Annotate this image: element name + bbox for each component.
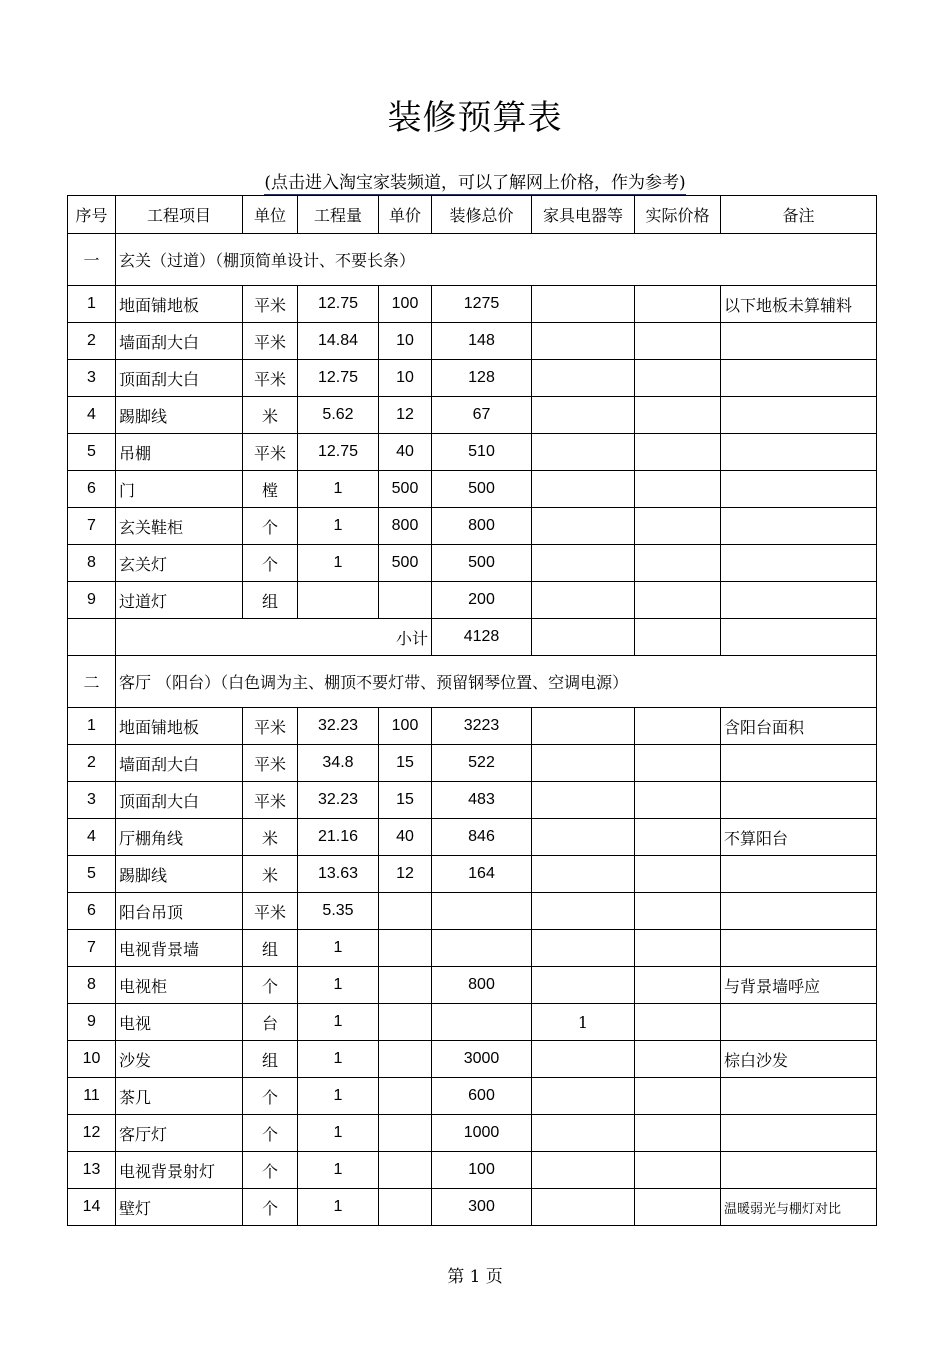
note: 不算阳台 [721,819,877,856]
unit-price: 100 [379,708,432,745]
table-row [68,893,877,930]
quantity: 1 [298,1078,379,1115]
unit: 平米 [243,360,298,397]
unit: 组 [243,582,298,619]
quantity: 1 [298,1115,379,1152]
note: 含阳台面积 [721,708,877,745]
quantity: 1 [298,930,379,967]
actual-price [635,1152,721,1189]
furniture-appliance [532,471,635,508]
total-price: 846 [432,819,532,856]
actual-price [635,286,721,323]
table-row [68,508,877,545]
total-price: 500 [432,545,532,582]
unit-price [379,1004,432,1041]
actual-price [635,819,721,856]
section-number: 一 [68,234,116,286]
note [721,434,877,471]
total-price: 200 [432,582,532,619]
subtotal-value: 4128 [432,619,532,656]
unit-price: 15 [379,745,432,782]
column-header: 单价 [379,196,432,234]
unit-price: 500 [379,471,432,508]
budget-table-body [68,196,877,1226]
item-name: 玄关灯 [116,545,243,582]
row-number: 14 [68,1189,116,1226]
actual-price [635,967,721,1004]
furniture-appliance: 1 [532,1004,635,1041]
unit: 个 [243,1115,298,1152]
quantity [298,582,379,619]
furniture-appliance [532,434,635,471]
table-row [68,360,877,397]
unit: 个 [243,545,298,582]
furniture-appliance [532,1115,635,1152]
unit-price: 12 [379,397,432,434]
row-number: 3 [68,782,116,819]
total-price: 67 [432,397,532,434]
subtotal-label: 小计 [116,619,432,656]
column-header: 单位 [243,196,298,234]
furniture-appliance [532,782,635,819]
actual-price [635,545,721,582]
furniture-appliance [532,397,635,434]
unit: 平米 [243,323,298,360]
item-name: 厅棚角线 [116,819,243,856]
row-number: 4 [68,397,116,434]
item-name: 过道灯 [116,582,243,619]
note [721,323,877,360]
quantity: 1 [298,1041,379,1078]
row-number: 6 [68,893,116,930]
subtotal-blank [68,619,116,656]
unit-price [379,1041,432,1078]
row-number: 7 [68,508,116,545]
row-number: 11 [68,1078,116,1115]
row-number: 9 [68,1004,116,1041]
row-number: 6 [68,471,116,508]
column-header: 装修总价 [432,196,532,234]
quantity: 1 [298,1152,379,1189]
subtitle-link-wrapper [0,168,950,193]
subtotal-furniture [532,619,635,656]
row-number: 4 [68,819,116,856]
budget-table [67,195,877,1226]
unit-price [379,930,432,967]
total-price: 510 [432,434,532,471]
actual-price [635,1189,721,1226]
total-price: 522 [432,745,532,782]
section-name: 玄关（过道）（棚顶简单设计、不要长条） [116,234,877,286]
unit-price: 10 [379,360,432,397]
total-price [432,930,532,967]
unit-price [379,1115,432,1152]
table-row [68,1041,877,1078]
taobao-link[interactable]: (点击进入淘宝家装频道，可以了解网上价格，作为参考) [264,173,686,193]
unit: 平米 [243,434,298,471]
unit-price [379,1152,432,1189]
total-price [432,893,532,930]
furniture-appliance [532,1041,635,1078]
unit: 组 [243,1041,298,1078]
row-number: 5 [68,856,116,893]
table-row [68,819,877,856]
item-name: 阳台吊顶 [116,893,243,930]
section-row [68,234,877,286]
row-number: 7 [68,930,116,967]
unit: 平米 [243,708,298,745]
item-name: 壁灯 [116,1189,243,1226]
page-title: 装修预算表 [387,98,563,138]
table-row [68,930,877,967]
item-name: 茶几 [116,1078,243,1115]
furniture-appliance [532,856,635,893]
note [721,582,877,619]
item-name: 电视背景墙 [116,930,243,967]
unit-price [379,1078,432,1115]
unit: 平米 [243,745,298,782]
total-price [432,1004,532,1041]
furniture-appliance [532,323,635,360]
quantity: 14.84 [298,323,379,360]
total-price: 1000 [432,1115,532,1152]
row-number: 2 [68,745,116,782]
quantity: 32.23 [298,782,379,819]
row-number: 10 [68,1041,116,1078]
section-number: 二 [68,656,116,708]
table-row [68,1115,877,1152]
section-row [68,656,877,708]
furniture-appliance [532,582,635,619]
furniture-appliance [532,545,635,582]
furniture-appliance [532,1078,635,1115]
subtotal-actual [635,619,721,656]
table-row [68,471,877,508]
unit: 米 [243,856,298,893]
section-name: 客厅 （阳台）（白色调为主、棚顶不要灯带、预留钢琴位置、空调电源） [116,656,877,708]
unit-price [379,967,432,1004]
column-header: 工程项目 [116,196,243,234]
row-number: 5 [68,434,116,471]
item-name: 顶面刮大白 [116,782,243,819]
item-name: 墙面刮大白 [116,323,243,360]
unit: 组 [243,930,298,967]
unit: 平米 [243,782,298,819]
total-price: 483 [432,782,532,819]
column-header: 序号 [68,196,116,234]
quantity: 34.8 [298,745,379,782]
header-row [68,196,877,234]
furniture-appliance [532,708,635,745]
unit-price [379,1189,432,1226]
unit: 个 [243,508,298,545]
actual-price [635,508,721,545]
unit: 个 [243,1152,298,1189]
quantity: 13.63 [298,856,379,893]
quantity: 5.62 [298,397,379,434]
item-name: 客厅灯 [116,1115,243,1152]
row-number: 1 [68,708,116,745]
furniture-appliance [532,360,635,397]
table-row [68,397,877,434]
item-name: 电视 [116,1004,243,1041]
quantity: 1 [298,1004,379,1041]
note [721,1115,877,1152]
unit: 米 [243,819,298,856]
quantity: 1 [298,967,379,1004]
actual-price [635,1041,721,1078]
unit-price: 500 [379,545,432,582]
actual-price [635,893,721,930]
unit: 米 [243,397,298,434]
unit: 个 [243,1078,298,1115]
actual-price [635,708,721,745]
unit: 个 [243,967,298,1004]
note [721,782,877,819]
row-number: 3 [68,360,116,397]
table-row [68,856,877,893]
note [721,856,877,893]
furniture-appliance [532,1189,635,1226]
item-name: 墙面刮大白 [116,745,243,782]
actual-price [635,930,721,967]
note [721,893,877,930]
row-number: 13 [68,1152,116,1189]
item-name: 门 [116,471,243,508]
actual-price [635,360,721,397]
table-row [68,1189,877,1226]
furniture-appliance [532,1152,635,1189]
item-name: 踢脚线 [116,856,243,893]
page-number: 第 1 页 [447,1267,503,1287]
furniture-appliance [532,930,635,967]
table-row [68,782,877,819]
row-number: 12 [68,1115,116,1152]
quantity: 12.75 [298,360,379,397]
note [721,745,877,782]
row-number: 1 [68,286,116,323]
quantity: 32.23 [298,708,379,745]
column-header: 家具电器等 [532,196,635,234]
actual-price [635,471,721,508]
note [721,930,877,967]
furniture-appliance [532,893,635,930]
item-name: 地面铺地板 [116,708,243,745]
unit: 樘 [243,471,298,508]
unit-price: 100 [379,286,432,323]
total-price: 600 [432,1078,532,1115]
total-price: 3000 [432,1041,532,1078]
note: 以下地板未算辅料 [721,286,877,323]
furniture-appliance [532,745,635,782]
actual-price [635,856,721,893]
furniture-appliance [532,819,635,856]
item-name: 电视柜 [116,967,243,1004]
actual-price [635,397,721,434]
item-name: 沙发 [116,1041,243,1078]
unit-price: 40 [379,434,432,471]
item-name: 顶面刮大白 [116,360,243,397]
unit-price: 15 [379,782,432,819]
quantity: 1 [298,1189,379,1226]
item-name: 玄关鞋柜 [116,508,243,545]
unit: 台 [243,1004,298,1041]
note [721,545,877,582]
unit: 个 [243,1189,298,1226]
total-price: 100 [432,1152,532,1189]
total-price: 164 [432,856,532,893]
row-number: 8 [68,967,116,1004]
quantity: 5.35 [298,893,379,930]
quantity: 21.16 [298,819,379,856]
quantity: 1 [298,545,379,582]
unit-price [379,893,432,930]
note: 与背景墙呼应 [721,967,877,1004]
furniture-appliance [532,286,635,323]
total-price: 800 [432,508,532,545]
total-price: 3223 [432,708,532,745]
table-row [68,582,877,619]
note [721,471,877,508]
actual-price [635,1004,721,1041]
furniture-appliance [532,508,635,545]
actual-price [635,582,721,619]
table-row [68,967,877,1004]
total-price: 1275 [432,286,532,323]
actual-price [635,745,721,782]
unit-price: 40 [379,819,432,856]
table-row [68,1004,877,1041]
unit: 平米 [243,286,298,323]
unit-price: 12 [379,856,432,893]
total-price: 500 [432,471,532,508]
table-row [68,286,877,323]
total-price: 800 [432,967,532,1004]
subtotal-note [721,619,877,656]
unit-price: 10 [379,323,432,360]
note [721,360,877,397]
row-number: 8 [68,545,116,582]
column-header: 工程量 [298,196,379,234]
table-row [68,545,877,582]
unit-price: 800 [379,508,432,545]
note [721,1078,877,1115]
column-header: 备注 [721,196,877,234]
item-name: 电视背景射灯 [116,1152,243,1189]
item-name: 吊棚 [116,434,243,471]
actual-price [635,1115,721,1152]
actual-price [635,782,721,819]
unit-price [379,582,432,619]
column-header: 实际价格 [635,196,721,234]
quantity: 1 [298,508,379,545]
table-row [68,745,877,782]
table-row [68,1152,877,1189]
subtotal-row [68,619,877,656]
unit: 平米 [243,893,298,930]
table-row [68,708,877,745]
note [721,1152,877,1189]
row-number: 9 [68,582,116,619]
furniture-appliance [532,967,635,1004]
note: 温暖弱光与棚灯对比 [721,1189,877,1226]
note: 棕白沙发 [721,1041,877,1078]
quantity: 1 [298,471,379,508]
total-price: 148 [432,323,532,360]
note [721,1004,877,1041]
table-row [68,1078,877,1115]
item-name: 踢脚线 [116,397,243,434]
actual-price [635,434,721,471]
actual-price [635,323,721,360]
actual-price [635,1078,721,1115]
total-price: 300 [432,1189,532,1226]
total-price: 128 [432,360,532,397]
note [721,397,877,434]
quantity: 12.75 [298,286,379,323]
table-row [68,323,877,360]
row-number: 2 [68,323,116,360]
note [721,508,877,545]
quantity: 12.75 [298,434,379,471]
item-name: 地面铺地板 [116,286,243,323]
table-row [68,434,877,471]
